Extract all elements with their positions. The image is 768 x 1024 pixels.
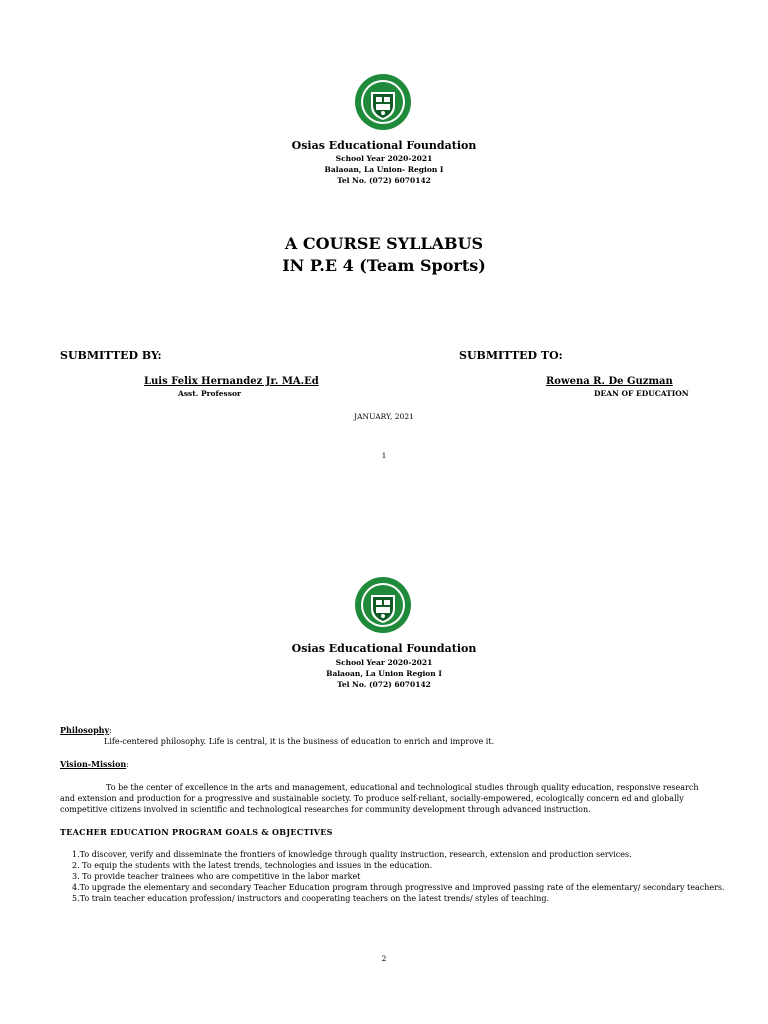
philosophy-label: Philosophy [60, 725, 110, 735]
school-seal-logo-page2 [354, 576, 412, 634]
submitter-role: Asst. Professor [178, 389, 241, 398]
school-year-page2: School Year 2020-2021 [335, 658, 433, 667]
philosophy-text: Life-centered philosophy. Life is central, it is the business of education to enrich and improve it. [104, 737, 495, 746]
goal-item: 1.To discover, verify and disseminate the frontiers of knowledge through quality instruction, research, extension and production services. [72, 850, 632, 859]
goal-item: 2. To equip the students with the latest trends, technologies and issues in the education. [72, 861, 433, 870]
vision-mission-text: To be the center of excellence in the arts and management, educational and technological studies through quality education, responsive research and extension and production for a progressive and sustainable society. To produce self-reliant, socially-empowered, ecologically concern ed and globally competitive citizens involved in scientific and technological researches for community development through advanced instruction. [60, 783, 699, 814]
submitter-name: Luis Felix Hernandez Jr. MA.Ed [144, 376, 319, 387]
recipient-role: DEAN OF EDUCATION [594, 389, 689, 398]
syllabus-title-line2: IN P.E 4 (Team Sports) [282, 256, 486, 275]
school-year: School Year 2020-2021 [335, 154, 433, 163]
goal-item: 5.To train teacher education profession/ instructors and cooperating teachers on the latest trends/ styles of teaching. [72, 894, 550, 903]
submitted-to-label: SUBMITTED TO: [459, 349, 563, 362]
philosophy-colon: : [109, 726, 112, 735]
syllabus-title-line1: A COURSE SYLLABUS [284, 234, 484, 253]
goals-list [72, 849, 732, 904]
page-number-2: 2 [381, 954, 387, 963]
org-name: Osias Educational Foundation [291, 139, 477, 152]
goals-heading: TEACHER EDUCATION PROGRAM GOALS & OBJECTIVES [60, 827, 333, 837]
document-date: JANUARY, 2021 [354, 412, 414, 421]
goal-item: 3. To provide teacher trainees who are competitive in the labor market [72, 872, 361, 881]
recipient-name: Rowena R. De Guzman [546, 376, 673, 387]
org-name-page2: Osias Educational Foundation [291, 642, 477, 655]
page-number-1: 1 [381, 451, 387, 460]
vision-mission-colon: : [126, 760, 129, 769]
submitted-by-label: SUBMITTED BY: [60, 349, 162, 362]
school-seal-logo [354, 73, 412, 131]
vision-mission-heading [60, 759, 129, 769]
school-tel-page2: Tel No. (072) 6070142 [337, 680, 431, 689]
school-address: Balaoan, La Union- Region I [324, 165, 444, 174]
vision-mission-label: Vision-Mission [60, 759, 127, 769]
school-tel: Tel No. (072) 6070142 [337, 176, 431, 185]
philosophy-heading [60, 725, 112, 735]
school-address-page2: Balaoan, La Union Region I [326, 669, 442, 678]
goal-item: 4.To upgrade the elementary and secondary Teacher Education program through progressive and improved passing rate of the elementary/ secondary teachers. [72, 883, 725, 892]
